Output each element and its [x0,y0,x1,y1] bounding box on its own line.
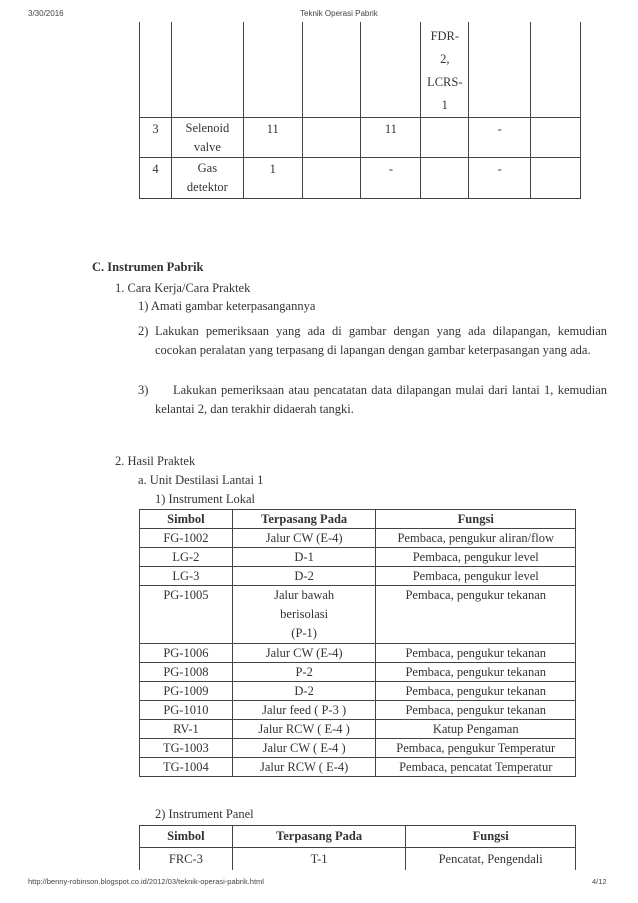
step-3-text: Lakukan pemeriksaan atau pencatatan data dilapangan mulai dari lantai 1, kemudian kelantai 2, dan terakhir didaerah tangki. [155,383,607,416]
step-1: 1) Amati gambar keterpasangannya [138,299,316,313]
table-row: LG-2 D-1 Pembaca, pengukur level [140,548,576,567]
table-row [140,22,581,118]
item-1-heading: 1. Cara Kerja/Cara Praktek [115,281,251,295]
sub-a2-heading: 2) Instrument Panel [155,807,254,821]
step-3-number: 3) [138,383,149,397]
top-table [139,22,581,199]
table-row: TG-1004 Jalur RCW ( E-4) Pembaca, pencatat Temperatur [140,758,576,777]
step-2-number: 2) [138,324,149,338]
table-row: 3 Selenoid valve 11 11 - [140,118,581,158]
section-c-title: C. Instrumen Pabrik [92,260,204,274]
table-row: RV-1 Jalur RCW ( E-4 ) Katup Pengaman [140,720,576,739]
table-row: PG-1008 P-2 Pembaca, pengukur tekanan [140,663,576,682]
header-title: Teknik Operasi Pabrik [300,9,378,18]
fdr-cell: FDR- 2, LCRS- 1 [421,22,469,118]
table-row: PG-1010 Jalur feed ( P-3 ) Pembaca, pengukur tekanan [140,701,576,720]
footer-url[interactable]: http://benny-robinson.blogspot.co.id/2012/03/teknik-operasi-pabrik.html [28,877,264,886]
table-row: PG-1009 D-2 Pembaca, pengukur tekanan [140,682,576,701]
table-row: FG-1002 Jalur CW (E-4) Pembaca, pengukur aliran/flow [140,529,576,548]
table-row: FRC-3 T-1 Pencatat, Pengendali [140,848,576,871]
table-header-row: Simbol Terpasang Pada Fungsi [140,510,576,529]
instrument-lokal-table [139,509,576,777]
table-row: PG-1005 Jalur bawah berisolasi (P-1) Pembaca, pengukur tekanan [140,586,576,644]
table-row: TG-1003 Jalur CW ( E-4 ) Pembaca, pengukur Temperatur [140,739,576,758]
step-2-text: Lakukan pemeriksaan yang ada di gambar dengan yang ada dilapangan, kemudian cocokan peralatan yang terpasang di lapangan dengan gambar keterpasangan yang ada. [155,324,607,357]
table-row: PG-1006 Jalur CW (E-4) Pembaca, pengukur tekanan [140,644,576,663]
table-row: LG-3 D-2 Pembaca, pengukur level [140,567,576,586]
sub-a-heading: a. Unit Destilasi Lantai 1 [138,473,264,487]
header-date: 3/30/2016 [28,9,64,18]
table-row: 4 Gas detektor 1 - - [140,158,581,199]
table-header-row: Simbol Terpasang Pada Fungsi [140,826,576,848]
sub-a1-heading: 1) Instrument Lokal [155,492,255,506]
instrument-panel-table [139,825,576,870]
footer-page-number: 4/12 [592,877,607,886]
item-2-heading: 2. Hasil Praktek [115,454,196,468]
